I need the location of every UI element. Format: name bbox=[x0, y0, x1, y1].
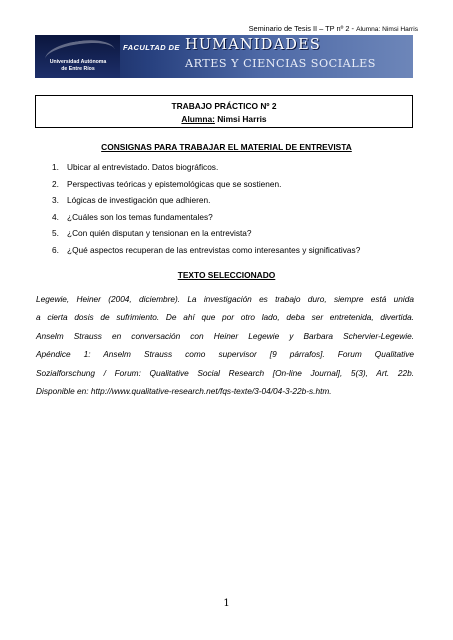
item-number: 2. bbox=[52, 178, 59, 189]
facultad-label: FACULTAD DE bbox=[123, 43, 180, 52]
item-number: 5. bbox=[52, 228, 59, 238]
student-line bbox=[36, 114, 412, 124]
item-number: 4. bbox=[52, 211, 59, 222]
item-text: ¿Con quién disputan y tensionan en la entrevista? bbox=[67, 228, 252, 238]
item-text: Lógicas de investigación que adhieren. bbox=[67, 195, 211, 205]
list-item bbox=[52, 245, 360, 262]
list-item bbox=[52, 162, 360, 179]
title-box bbox=[35, 95, 413, 128]
assignment-title: TRABAJO PRÁCTICO Nº 2 bbox=[171, 101, 277, 111]
item-number: 3. bbox=[52, 195, 59, 205]
item-text: Perspectivas teóricas y epistemológicas que se sostienen. bbox=[67, 178, 282, 189]
consignas-list bbox=[52, 162, 360, 261]
item-text: Ubicar al entrevistado. Datos biográficos. bbox=[67, 162, 219, 172]
header-author: Alumna: Nimsi Harris bbox=[356, 26, 418, 33]
university-name-line2: de Entre Ríos bbox=[61, 66, 95, 72]
consignas-heading: CONSIGNAS PARA TRABAJAR EL MATERIAL DE ENTREVISTA bbox=[101, 142, 352, 152]
list-item bbox=[52, 195, 360, 212]
reference-line-last: Disponible en: http://www.qualitative-research.net/fqs-texte/3-04/04-3-22b-s.htm. bbox=[36, 386, 332, 397]
university-logo bbox=[35, 35, 120, 78]
item-text: ¿Cuáles son los temas fundamentales? bbox=[67, 211, 213, 222]
list-item bbox=[52, 212, 360, 229]
item-text: ¿Qué aspectos recuperan de las entrevistas como interesantes y significativas? bbox=[67, 244, 361, 255]
humanidades-title: HUMANIDADES bbox=[185, 37, 322, 53]
reference-line: Legewie, Heiner (2004, diciembre). La investigación es trabajo duro, siempre está unida bbox=[36, 294, 414, 304]
reference-line: Anselm Strauss en conversación con Heiner Legewie y Barbara Schervier-Legewie. bbox=[36, 330, 414, 341]
running-header bbox=[249, 24, 418, 33]
list-item bbox=[52, 179, 360, 196]
student-name: Nimsi Harris bbox=[214, 114, 267, 124]
faculty-banner bbox=[35, 35, 413, 78]
student-label: Alumna: bbox=[181, 114, 215, 124]
reference-line: Sozialforschung / Forum: Qualitative Social Research [On-line Journal], 5(3), Art. 22b. bbox=[36, 367, 414, 378]
item-number: 6. bbox=[52, 244, 59, 255]
reference-paragraph bbox=[36, 290, 414, 400]
faculty-subtitle: ARTES Y CIENCIAS SOCIALES bbox=[185, 57, 376, 70]
item-number: 1. bbox=[52, 162, 59, 172]
reference-line: a cierta dosis de sufrimiento. De ahí que por otro lado, deba ser entretenida, divertida. bbox=[36, 312, 414, 323]
reference-line: Apéndice 1: Anselm Strauss como supervisor [9 párrafos]. Forum Qualitative bbox=[36, 349, 414, 360]
texto-heading: TEXTO SELECCIONADO bbox=[177, 270, 276, 280]
header-text: Seminario de Tesis II – TP nº 2 - bbox=[248, 24, 357, 33]
university-name-line1: Universidad Autónoma bbox=[49, 59, 107, 65]
list-item bbox=[52, 228, 360, 245]
page-number: 1 bbox=[223, 598, 230, 609]
